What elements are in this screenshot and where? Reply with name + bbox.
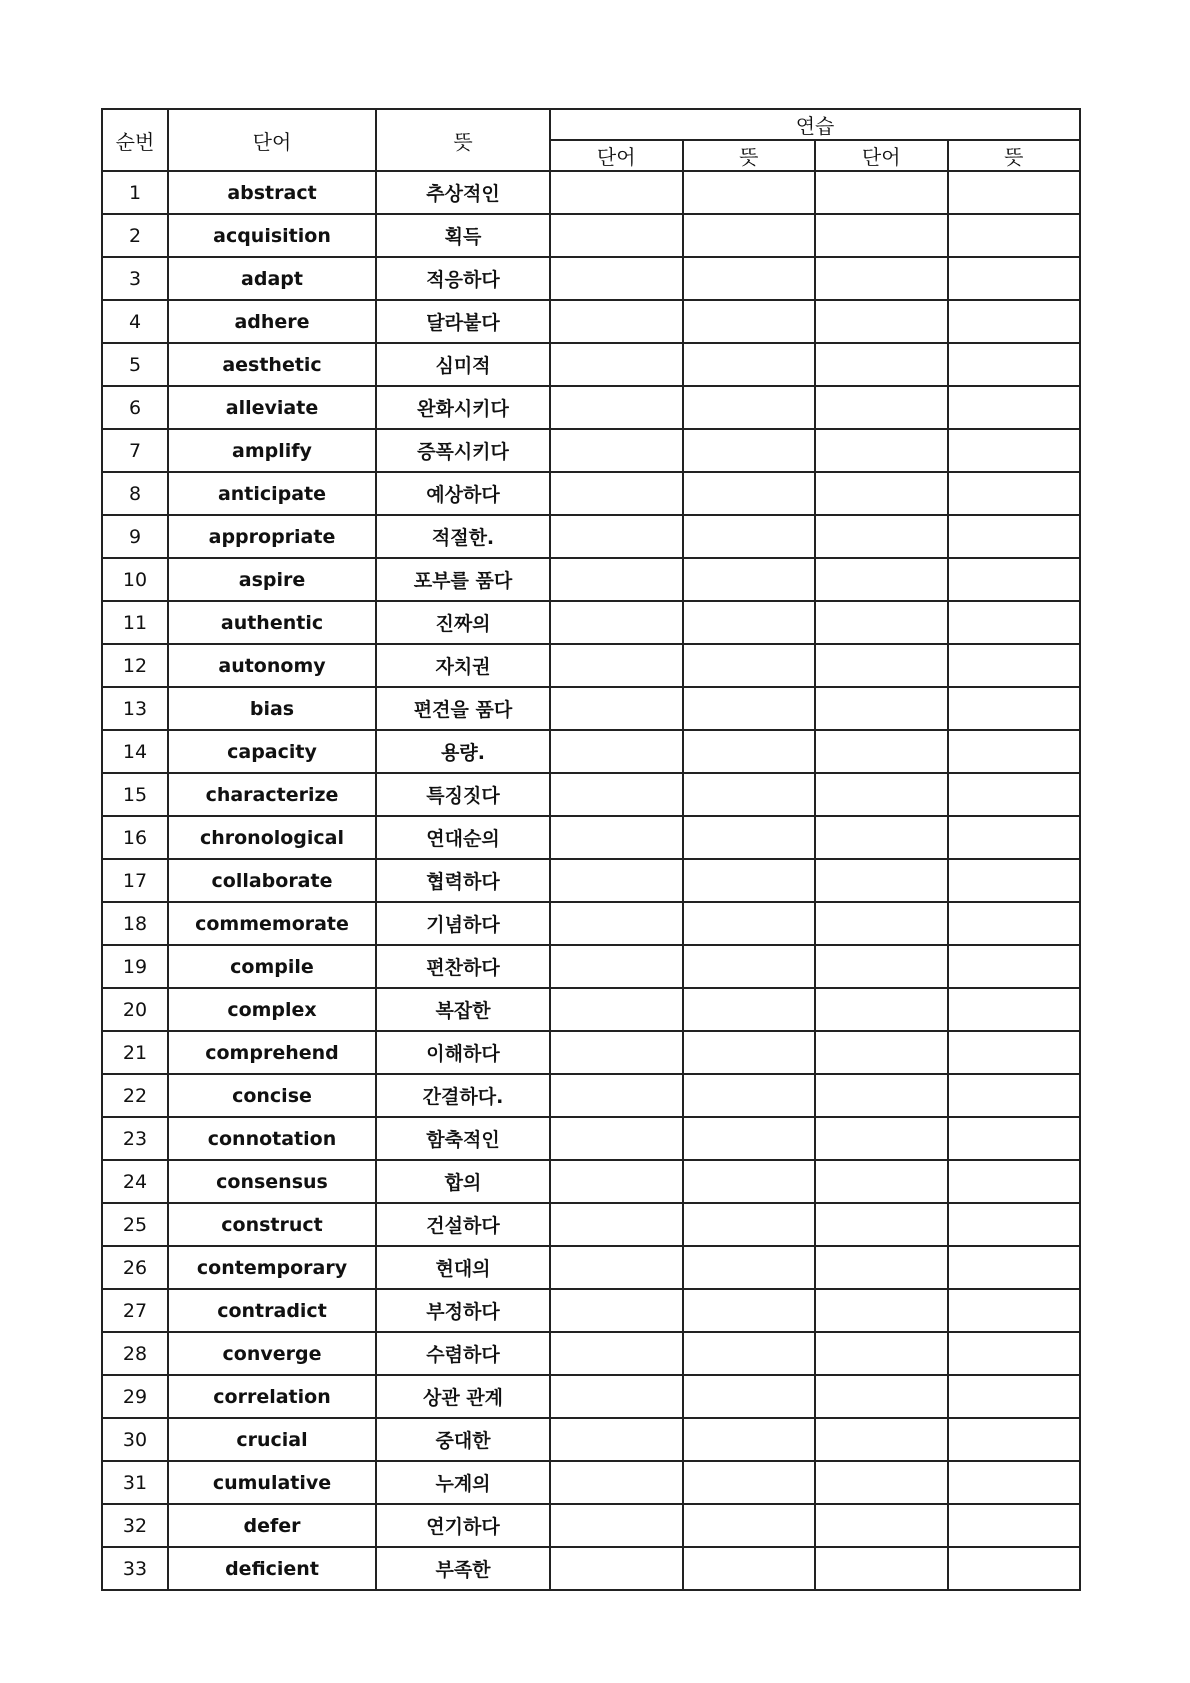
- row-meaning: 수렴하다: [376, 1332, 550, 1375]
- header-word: 단어: [168, 109, 376, 171]
- row-meaning: 연기하다: [376, 1504, 550, 1547]
- row-number: 31: [102, 1461, 168, 1504]
- practice-word-cell-2[interactable]: [815, 730, 948, 773]
- row-meaning: 복잡한: [376, 988, 550, 1031]
- row-word: comprehend: [168, 1031, 376, 1074]
- row-meaning: 협력하다: [376, 859, 550, 902]
- row-number: 19: [102, 945, 168, 988]
- practice-meaning-cell-2[interactable]: [948, 1117, 1081, 1160]
- practice-word-cell-1[interactable]: [550, 257, 683, 300]
- practice-meaning-cell-2[interactable]: [948, 515, 1081, 558]
- row-number: 30: [102, 1418, 168, 1461]
- row-number: 33: [102, 1547, 168, 1590]
- practice-meaning-cell-1[interactable]: [683, 300, 816, 343]
- practice-word-cell-1[interactable]: [550, 773, 683, 816]
- row-number: 3: [102, 257, 168, 300]
- table-row: [102, 644, 1080, 687]
- table-row: [102, 1074, 1080, 1117]
- practice-word-cell-1[interactable]: [550, 1461, 683, 1504]
- row-word: contemporary: [168, 1246, 376, 1289]
- row-word: commemorate: [168, 902, 376, 945]
- practice-meaning-cell-2[interactable]: [948, 171, 1081, 214]
- row-meaning: 적응하다: [376, 257, 550, 300]
- row-number: 26: [102, 1246, 168, 1289]
- row-meaning: 합의: [376, 1160, 550, 1203]
- table-row: [102, 1375, 1080, 1418]
- vocab-body: [102, 171, 1080, 1590]
- practice-meaning-cell-1[interactable]: [683, 902, 816, 945]
- practice-word-cell-1[interactable]: [550, 1332, 683, 1375]
- practice-word-cell-1[interactable]: [550, 1074, 683, 1117]
- row-number: 25: [102, 1203, 168, 1246]
- practice-meaning-cell-2[interactable]: [948, 1289, 1081, 1332]
- practice-word-cell-1[interactable]: [550, 601, 683, 644]
- practice-meaning-cell-1[interactable]: [683, 1289, 816, 1332]
- practice-meaning-cell-1[interactable]: [683, 257, 816, 300]
- practice-word-cell-1[interactable]: [550, 1504, 683, 1547]
- row-word: autonomy: [168, 644, 376, 687]
- row-number: 20: [102, 988, 168, 1031]
- row-word: aesthetic: [168, 343, 376, 386]
- row-word: consensus: [168, 1160, 376, 1203]
- row-number: 2: [102, 214, 168, 257]
- row-meaning: 포부를 품다: [376, 558, 550, 601]
- practice-word-cell-1[interactable]: [550, 472, 683, 515]
- row-meaning: 이해하다: [376, 1031, 550, 1074]
- row-word: abstract: [168, 171, 376, 214]
- row-number: 12: [102, 644, 168, 687]
- practice-word-cell-1[interactable]: [550, 644, 683, 687]
- row-word: bias: [168, 687, 376, 730]
- row-number: 24: [102, 1160, 168, 1203]
- practice-word-cell-1[interactable]: [550, 1246, 683, 1289]
- row-word: anticipate: [168, 472, 376, 515]
- row-word: capacity: [168, 730, 376, 773]
- practice-meaning-cell-2[interactable]: [948, 1031, 1081, 1074]
- row-number: 4: [102, 300, 168, 343]
- table-row: [102, 1461, 1080, 1504]
- practice-meaning-cell-2[interactable]: [948, 1418, 1081, 1461]
- practice-meaning-cell-1[interactable]: [683, 601, 816, 644]
- row-word: converge: [168, 1332, 376, 1375]
- row-meaning: 연대순의: [376, 816, 550, 859]
- row-word: crucial: [168, 1418, 376, 1461]
- practice-word-cell-1[interactable]: [550, 1375, 683, 1418]
- practice-meaning-cell-2[interactable]: [948, 687, 1081, 730]
- table-row: [102, 343, 1080, 386]
- practice-meaning-cell-2[interactable]: [948, 644, 1081, 687]
- practice-meaning-cell-1[interactable]: [683, 1031, 816, 1074]
- practice-word-cell-1[interactable]: [550, 300, 683, 343]
- row-word: complex: [168, 988, 376, 1031]
- practice-word-cell-2[interactable]: [815, 386, 948, 429]
- practice-word-cell-2[interactable]: [815, 816, 948, 859]
- vocab-table: [101, 108, 1081, 1591]
- practice-word-cell-1[interactable]: [550, 429, 683, 472]
- practice-word-cell-1[interactable]: [550, 1203, 683, 1246]
- table-row: [102, 515, 1080, 558]
- practice-meaning-cell-1[interactable]: [683, 214, 816, 257]
- practice-meaning-cell-2[interactable]: [948, 386, 1081, 429]
- row-word: authentic: [168, 601, 376, 644]
- table-row: [102, 859, 1080, 902]
- practice-meaning-cell-1[interactable]: [683, 1074, 816, 1117]
- table-row: [102, 300, 1080, 343]
- row-number: 29: [102, 1375, 168, 1418]
- practice-word-cell-2[interactable]: [815, 171, 948, 214]
- row-word: compile: [168, 945, 376, 988]
- header-practice: 연습: [550, 109, 1080, 140]
- practice-word-cell-2[interactable]: [815, 1504, 948, 1547]
- practice-word-cell-2[interactable]: [815, 1375, 948, 1418]
- row-word: adapt: [168, 257, 376, 300]
- header-number: 순번: [102, 109, 168, 171]
- header-practice-meaning-2: 뜻: [948, 140, 1081, 171]
- practice-word-cell-2[interactable]: [815, 1031, 948, 1074]
- row-meaning: 예상하다: [376, 472, 550, 515]
- table-row: [102, 601, 1080, 644]
- table-row: [102, 1332, 1080, 1375]
- practice-word-cell-2[interactable]: [815, 214, 948, 257]
- practice-word-cell-2[interactable]: [815, 1117, 948, 1160]
- practice-meaning-cell-1[interactable]: [683, 171, 816, 214]
- practice-meaning-cell-1[interactable]: [683, 773, 816, 816]
- practice-word-cell-1[interactable]: [550, 687, 683, 730]
- practice-word-cell-2[interactable]: [815, 257, 948, 300]
- row-number: 5: [102, 343, 168, 386]
- row-meaning: 편찬하다: [376, 945, 550, 988]
- row-number: 16: [102, 816, 168, 859]
- practice-meaning-cell-1[interactable]: [683, 816, 816, 859]
- table-row: [102, 816, 1080, 859]
- practice-word-cell-2[interactable]: [815, 300, 948, 343]
- practice-word-cell-1[interactable]: [550, 1117, 683, 1160]
- row-number: 17: [102, 859, 168, 902]
- practice-meaning-cell-2[interactable]: [948, 988, 1081, 1031]
- table-row: [102, 1289, 1080, 1332]
- row-number: 14: [102, 730, 168, 773]
- practice-word-cell-2[interactable]: [815, 1547, 948, 1590]
- row-number: 21: [102, 1031, 168, 1074]
- practice-word-cell-2[interactable]: [815, 988, 948, 1031]
- row-word: deficient: [168, 1547, 376, 1590]
- practice-meaning-cell-2[interactable]: [948, 601, 1081, 644]
- practice-meaning-cell-1[interactable]: [683, 687, 816, 730]
- row-meaning: 상관 관계: [376, 1375, 550, 1418]
- practice-word-cell-2[interactable]: [815, 1203, 948, 1246]
- table-row: [102, 1418, 1080, 1461]
- practice-meaning-cell-1[interactable]: [683, 515, 816, 558]
- header-practice-word-2: 단어: [815, 140, 948, 171]
- practice-word-cell-2[interactable]: [815, 687, 948, 730]
- practice-meaning-cell-2[interactable]: [948, 214, 1081, 257]
- table-row: [102, 429, 1080, 472]
- row-meaning: 추상적인: [376, 171, 550, 214]
- practice-meaning-cell-2[interactable]: [948, 816, 1081, 859]
- row-number: 15: [102, 773, 168, 816]
- row-number: 10: [102, 558, 168, 601]
- header-practice-word-1: 단어: [550, 140, 683, 171]
- practice-meaning-cell-1[interactable]: [683, 429, 816, 472]
- practice-word-cell-1[interactable]: [550, 171, 683, 214]
- row-number: 1: [102, 171, 168, 214]
- row-number: 22: [102, 1074, 168, 1117]
- practice-meaning-cell-2[interactable]: [948, 1504, 1081, 1547]
- row-word: collaborate: [168, 859, 376, 902]
- practice-meaning-cell-2[interactable]: [948, 1160, 1081, 1203]
- row-word: acquisition: [168, 214, 376, 257]
- row-meaning: 누계의: [376, 1461, 550, 1504]
- row-meaning: 획득: [376, 214, 550, 257]
- practice-meaning-cell-1[interactable]: [683, 1203, 816, 1246]
- row-word: construct: [168, 1203, 376, 1246]
- row-meaning: 건설하다: [376, 1203, 550, 1246]
- practice-word-cell-1[interactable]: [550, 386, 683, 429]
- row-meaning: 심미적: [376, 343, 550, 386]
- practice-meaning-cell-2[interactable]: [948, 1246, 1081, 1289]
- practice-word-cell-2[interactable]: [815, 343, 948, 386]
- practice-meaning-cell-2[interactable]: [948, 1375, 1081, 1418]
- practice-meaning-cell-1[interactable]: [683, 945, 816, 988]
- practice-meaning-cell-1[interactable]: [683, 1461, 816, 1504]
- table-row: [102, 945, 1080, 988]
- practice-word-cell-1[interactable]: [550, 816, 683, 859]
- practice-word-cell-2[interactable]: [815, 472, 948, 515]
- table-row: [102, 1547, 1080, 1590]
- row-meaning: 편견을 품다: [376, 687, 550, 730]
- practice-meaning-cell-2[interactable]: [948, 558, 1081, 601]
- row-meaning: 중대한: [376, 1418, 550, 1461]
- practice-meaning-cell-1[interactable]: [683, 386, 816, 429]
- header-practice-meaning-1: 뜻: [683, 140, 816, 171]
- row-word: defer: [168, 1504, 376, 1547]
- practice-meaning-cell-2[interactable]: [948, 472, 1081, 515]
- practice-word-cell-2[interactable]: [815, 1160, 948, 1203]
- table-row: [102, 1160, 1080, 1203]
- table-row: [102, 558, 1080, 601]
- table-row: [102, 386, 1080, 429]
- row-number: 8: [102, 472, 168, 515]
- practice-word-cell-1[interactable]: [550, 945, 683, 988]
- row-word: concise: [168, 1074, 376, 1117]
- table-row: [102, 687, 1080, 730]
- practice-word-cell-2[interactable]: [815, 515, 948, 558]
- practice-meaning-cell-1[interactable]: [683, 558, 816, 601]
- row-word: connotation: [168, 1117, 376, 1160]
- row-number: 23: [102, 1117, 168, 1160]
- practice-meaning-cell-1[interactable]: [683, 472, 816, 515]
- row-meaning: 증폭시키다: [376, 429, 550, 472]
- practice-word-cell-2[interactable]: [815, 773, 948, 816]
- practice-meaning-cell-2[interactable]: [948, 1332, 1081, 1375]
- practice-meaning-cell-1[interactable]: [683, 730, 816, 773]
- row-word: cumulative: [168, 1461, 376, 1504]
- practice-word-cell-1[interactable]: [550, 214, 683, 257]
- practice-meaning-cell-1[interactable]: [683, 1246, 816, 1289]
- practice-meaning-cell-2[interactable]: [948, 1461, 1081, 1504]
- row-meaning: 용량.: [376, 730, 550, 773]
- row-word: alleviate: [168, 386, 376, 429]
- practice-word-cell-1[interactable]: [550, 730, 683, 773]
- practice-meaning-cell-1[interactable]: [683, 1160, 816, 1203]
- row-number: 28: [102, 1332, 168, 1375]
- row-word: appropriate: [168, 515, 376, 558]
- row-meaning: 부정하다: [376, 1289, 550, 1332]
- row-meaning: 자치권: [376, 644, 550, 687]
- table-row: [102, 1203, 1080, 1246]
- practice-meaning-cell-1[interactable]: [683, 1332, 816, 1375]
- practice-meaning-cell-1[interactable]: [683, 1418, 816, 1461]
- practice-word-cell-1[interactable]: [550, 1160, 683, 1203]
- practice-meaning-cell-2[interactable]: [948, 1547, 1081, 1590]
- row-meaning: 완화시키다: [376, 386, 550, 429]
- table-row: [102, 1246, 1080, 1289]
- practice-meaning-cell-2[interactable]: [948, 1203, 1081, 1246]
- table-row: [102, 730, 1080, 773]
- row-number: 7: [102, 429, 168, 472]
- row-meaning: 부족한: [376, 1547, 550, 1590]
- practice-word-cell-2[interactable]: [815, 601, 948, 644]
- row-number: 18: [102, 902, 168, 945]
- row-number: 27: [102, 1289, 168, 1332]
- table-row: [102, 214, 1080, 257]
- practice-word-cell-2[interactable]: [815, 558, 948, 601]
- practice-word-cell-2[interactable]: [815, 1461, 948, 1504]
- table-row: [102, 773, 1080, 816]
- row-number: 6: [102, 386, 168, 429]
- row-word: amplify: [168, 429, 376, 472]
- row-word: aspire: [168, 558, 376, 601]
- practice-word-cell-1[interactable]: [550, 902, 683, 945]
- table-row: [102, 257, 1080, 300]
- practice-meaning-cell-1[interactable]: [683, 859, 816, 902]
- row-number: 11: [102, 601, 168, 644]
- row-meaning: 기념하다: [376, 902, 550, 945]
- row-meaning: 현대의: [376, 1246, 550, 1289]
- header-meaning: 뜻: [376, 109, 550, 171]
- practice-meaning-cell-2[interactable]: [948, 945, 1081, 988]
- row-number: 13: [102, 687, 168, 730]
- row-word: correlation: [168, 1375, 376, 1418]
- practice-meaning-cell-1[interactable]: [683, 1504, 816, 1547]
- table-row: [102, 472, 1080, 515]
- practice-meaning-cell-2[interactable]: [948, 429, 1081, 472]
- practice-meaning-cell-2[interactable]: [948, 300, 1081, 343]
- practice-word-cell-1[interactable]: [550, 988, 683, 1031]
- practice-meaning-cell-1[interactable]: [683, 343, 816, 386]
- row-word: chronological: [168, 816, 376, 859]
- row-word: characterize: [168, 773, 376, 816]
- practice-meaning-cell-2[interactable]: [948, 773, 1081, 816]
- practice-meaning-cell-1[interactable]: [683, 1547, 816, 1590]
- row-meaning: 함축적인: [376, 1117, 550, 1160]
- practice-word-cell-2[interactable]: [815, 902, 948, 945]
- table-row: [102, 988, 1080, 1031]
- table-row: [102, 1117, 1080, 1160]
- practice-word-cell-2[interactable]: [815, 429, 948, 472]
- row-meaning: 진짜의: [376, 601, 550, 644]
- row-number: 32: [102, 1504, 168, 1547]
- row-meaning: 적절한.: [376, 515, 550, 558]
- practice-meaning-cell-1[interactable]: [683, 1117, 816, 1160]
- practice-meaning-cell-2[interactable]: [948, 730, 1081, 773]
- practice-meaning-cell-1[interactable]: [683, 644, 816, 687]
- row-meaning: 달라붙다: [376, 300, 550, 343]
- practice-meaning-cell-2[interactable]: [948, 859, 1081, 902]
- table-row: [102, 1031, 1080, 1074]
- practice-word-cell-2[interactable]: [815, 644, 948, 687]
- practice-word-cell-2[interactable]: [815, 945, 948, 988]
- practice-word-cell-1[interactable]: [550, 558, 683, 601]
- table-row: [102, 171, 1080, 214]
- table-row: [102, 902, 1080, 945]
- practice-meaning-cell-2[interactable]: [948, 902, 1081, 945]
- row-meaning: 특징짓다: [376, 773, 550, 816]
- practice-meaning-cell-2[interactable]: [948, 343, 1081, 386]
- practice-word-cell-2[interactable]: [815, 1074, 948, 1117]
- practice-word-cell-1[interactable]: [550, 343, 683, 386]
- row-meaning: 간결하다.: [376, 1074, 550, 1117]
- practice-word-cell-1[interactable]: [550, 1418, 683, 1461]
- row-number: 9: [102, 515, 168, 558]
- practice-word-cell-2[interactable]: [815, 1289, 948, 1332]
- practice-word-cell-1[interactable]: [550, 1031, 683, 1074]
- practice-meaning-cell-2[interactable]: [948, 1074, 1081, 1117]
- practice-word-cell-1[interactable]: [550, 515, 683, 558]
- row-word: contradict: [168, 1289, 376, 1332]
- practice-meaning-cell-1[interactable]: [683, 988, 816, 1031]
- practice-word-cell-2[interactable]: [815, 1332, 948, 1375]
- practice-meaning-cell-2[interactable]: [948, 257, 1081, 300]
- table-row: [102, 1504, 1080, 1547]
- row-word: adhere: [168, 300, 376, 343]
- practice-word-cell-2[interactable]: [815, 1246, 948, 1289]
- practice-word-cell-2[interactable]: [815, 859, 948, 902]
- practice-word-cell-2[interactable]: [815, 1418, 948, 1461]
- practice-word-cell-1[interactable]: [550, 1547, 683, 1590]
- practice-meaning-cell-1[interactable]: [683, 1375, 816, 1418]
- practice-word-cell-1[interactable]: [550, 1289, 683, 1332]
- practice-word-cell-1[interactable]: [550, 859, 683, 902]
